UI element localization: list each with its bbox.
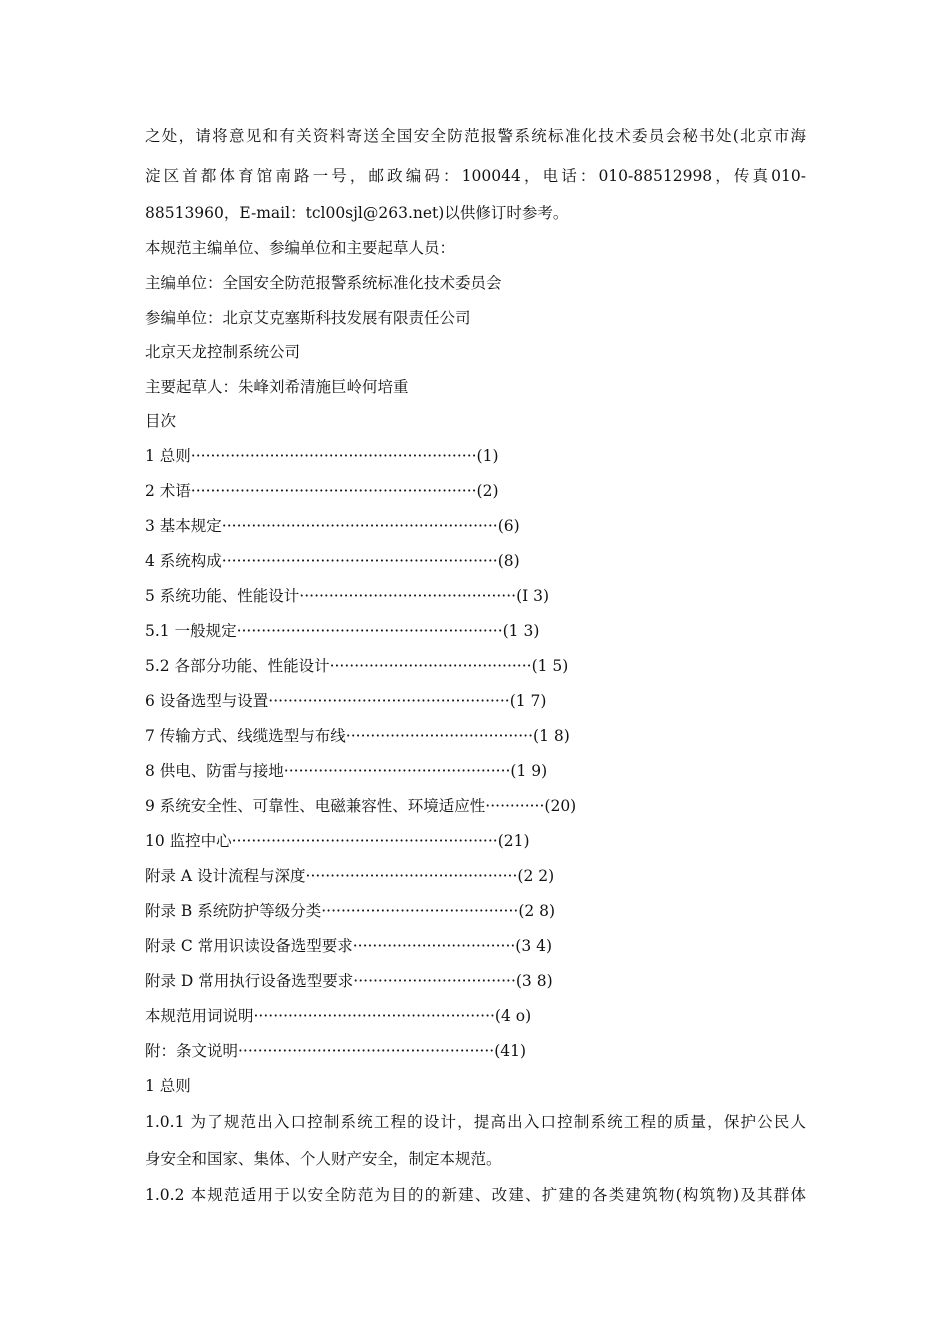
toc-item: 7 传输方式、线缆选型与布线······································(1 8) bbox=[145, 727, 570, 745]
chief-unit: 主编单位：全国安全防范报警系统标准化技术委员会 bbox=[145, 274, 502, 292]
toc-item: 9 系统安全性、可靠性、电磁兼容性、环境适应性············(20) bbox=[145, 797, 577, 815]
toc-item: 6 设备选型与设置·················································(1 7) bbox=[145, 692, 547, 710]
main-drafters: 主要起草人：朱峰刘希清施巨岭何培重 bbox=[145, 378, 409, 396]
toc-item: 3 基本规定························································(6) bbox=[145, 517, 520, 535]
clause-1-0-1-line-2: 身安全和国家、集体、个人财产安全，制定本规范。 bbox=[145, 1150, 502, 1168]
toc-item: 附录 C 常用识读设备选型要求·································(3 4) bbox=[145, 937, 553, 955]
toc-item: 附录 D 常用执行设备选型要求·································(3 8) bbox=[145, 972, 553, 990]
participating-unit: 参编单位：北京艾克塞斯科技发展有限责任公司 bbox=[145, 309, 471, 327]
clause-1-0-1-line-1: 1.0.1 为了规范出入口控制系统工程的设计，提高出入口控制系统工程的质量，保护公民人 bbox=[145, 1113, 806, 1131]
toc-item: 2 术语··························································(2) bbox=[145, 482, 499, 500]
clause-1-0-2-line-1: 1.0.2 本规范适用于以安全防范为目的的新建、改建、扩建的各类建筑物(构筑物)及其群体 bbox=[145, 1186, 806, 1204]
intro-line-2: 淀区首都体育馆南路一号，邮政编码：100044，电话：010-88512998，传真010- bbox=[145, 167, 806, 185]
toc-item: 5 系统功能、性能设计············································(I 3) bbox=[145, 587, 550, 605]
toc-item: 附录 A 设计流程与深度···········································(2 2) bbox=[145, 867, 555, 885]
toc-item: 4 系统构成························································(8) bbox=[145, 552, 520, 570]
toc-item: 10 监控中心······················································(21) bbox=[145, 832, 530, 850]
section-title: 1 总则 bbox=[145, 1077, 191, 1095]
intro-line-3: 88513960，E-mail：tcl00sjl@263.net)以供修订时参考。 bbox=[145, 204, 569, 222]
toc-item: 5.1 一般规定······················································(1 3) bbox=[145, 622, 540, 640]
participating-unit-2: 北京天龙控制系统公司 bbox=[145, 343, 301, 361]
toc-item: 附：条文说明····················································(41) bbox=[145, 1042, 527, 1060]
toc-title: 目次 bbox=[145, 412, 177, 430]
toc-item: 本规范用词说明·················································(4 o) bbox=[145, 1007, 532, 1025]
toc-item: 1 总则··························································(1) bbox=[145, 447, 499, 465]
intro-line-1: 之处，请将意见和有关资料寄送全国安全防范报警系统标准化技术委员会秘书处(北京市海 bbox=[145, 127, 806, 145]
toc-item: 5.2 各部分功能、性能设计·········································(1 5) bbox=[145, 657, 569, 675]
toc-item: 8 供电、防雷与接地··············································(1 9) bbox=[145, 762, 548, 780]
toc-item: 附录 B 系统防护等级分类········································(2 8) bbox=[145, 902, 556, 920]
units-heading: 本规范主编单位、参编单位和主要起草人员： bbox=[145, 239, 456, 257]
